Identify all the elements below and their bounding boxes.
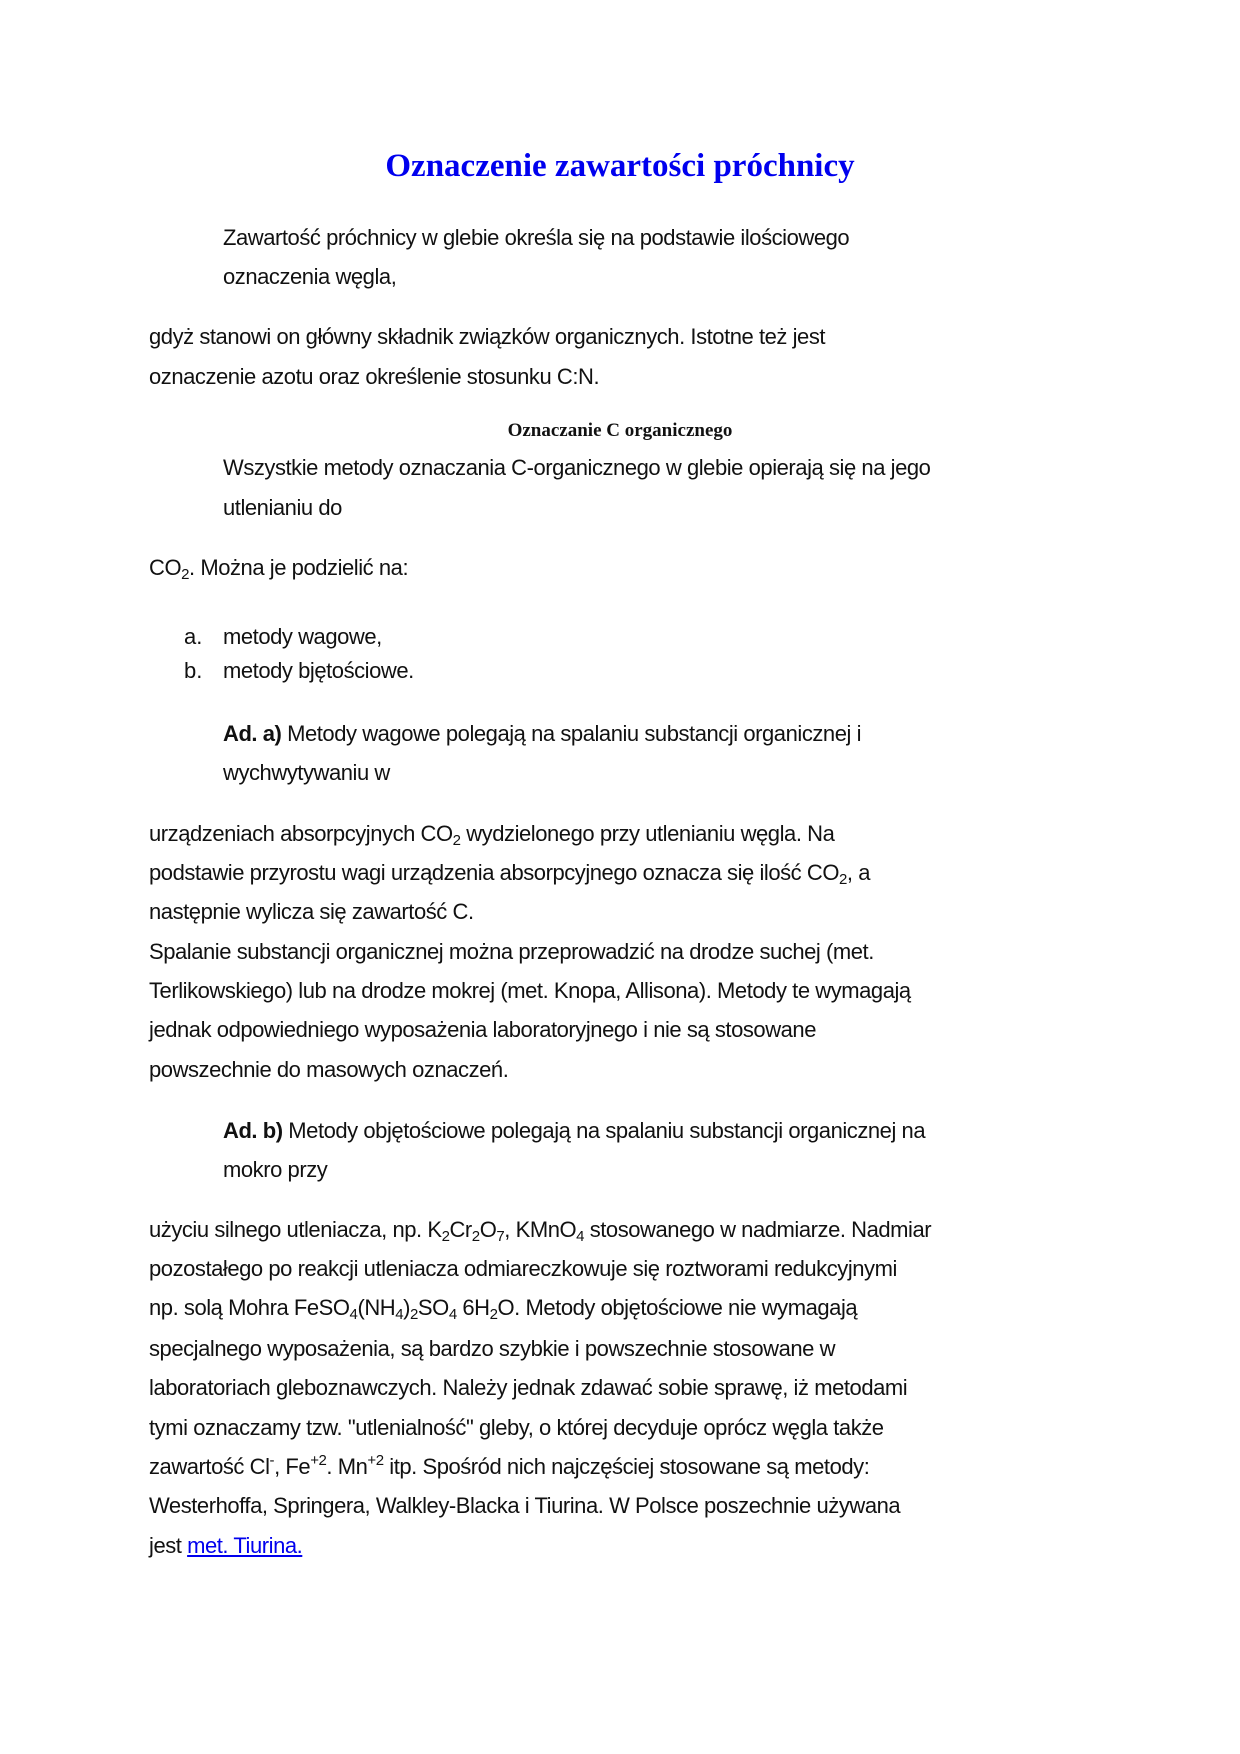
subscript: 2 <box>181 566 190 583</box>
text-line <box>149 938 874 966</box>
text-run: laboratoriach gleboznawczych. Należy jednak zdawać sobie sprawę, iż metodami <box>149 1375 908 1400</box>
text-line <box>149 1532 302 1560</box>
text-run: . Można je podzielić na: <box>189 555 409 580</box>
text-line <box>149 1216 931 1244</box>
text-run: Westerhoffa, Springera, Walkley-Blacka i Tiurina. W Polsce poszechnie używana <box>149 1493 901 1518</box>
text-run: metody bjętościowe. <box>223 658 414 683</box>
text-run: pozostałego po reakcji utleniacza odmiareczkowuje się roztworami redukcyjnymi <box>149 1256 897 1281</box>
text-run: Metody wagowe polegają na spalaniu substancji organicznej i <box>281 721 862 746</box>
text-line <box>223 1117 925 1145</box>
text-line <box>149 1414 884 1442</box>
text-run: O <box>479 1217 497 1242</box>
text-run: Metody objętościowe polegają na spalaniu substancji organicznej na <box>282 1118 926 1143</box>
text-run: tymi oznaczamy tzw. "utlenialność" gleby, o której decyduje oprócz węgla także <box>149 1415 884 1440</box>
text-run: powszechnie do masowych oznaczeń. <box>149 1057 509 1082</box>
text-line <box>223 1156 327 1184</box>
text-run: jest <box>149 1533 188 1558</box>
subscript: 2 <box>838 871 847 888</box>
subscript: 7 <box>496 1228 505 1245</box>
text-run: wychwytywaniu w <box>223 760 390 785</box>
subscript: 4 <box>576 1228 585 1245</box>
text-run: (NH <box>357 1295 396 1320</box>
superscript: - <box>269 1452 275 1469</box>
subscript: 2 <box>471 1228 480 1245</box>
list-marker: a. <box>184 624 203 649</box>
text-run: SO <box>417 1295 449 1320</box>
text-run: urządzeniach absorpcyjnych CO <box>149 821 453 846</box>
section-heading: Oznaczanie C organicznego <box>507 420 733 441</box>
text-line <box>149 1492 900 1520</box>
text-run: jednak odpowiedniego wyposażenia laboratoryjnego i nie są stosowane <box>149 1017 816 1042</box>
text-run: zawartość Cl <box>149 1454 270 1479</box>
text-line <box>149 1335 835 1363</box>
text-run: itp. Spośród nich najczęściej stosowane są metody: <box>383 1454 870 1479</box>
subscript: 2 <box>489 1306 498 1323</box>
list-item <box>223 623 382 651</box>
text-run: O. Metody objętościowe nie wymagają <box>497 1295 858 1320</box>
text-line <box>149 1056 508 1084</box>
text-line <box>223 759 390 787</box>
text-run: Zawartość próchnicy w glebie określa się na podstawie ilościowego <box>223 225 850 250</box>
text-line <box>223 224 849 252</box>
text-run: Terlikowskiego) lub na drodze mokrej (met. Knopa, Allisona). Metody te wymagają <box>149 978 911 1003</box>
text-run: mokro przy <box>223 1157 328 1182</box>
text-line <box>149 1453 869 1481</box>
text-run: Spalanie substancji organicznej można przeprowadzić na drodze suchej (met. <box>149 939 874 964</box>
text-line <box>149 898 474 926</box>
text-run: wydzielonego przy utlenianiu węgla. Na <box>460 821 835 846</box>
list-item <box>223 657 414 685</box>
bold-label: Ad. b) <box>223 1118 283 1143</box>
text-line <box>149 1016 816 1044</box>
text-line <box>149 1255 897 1283</box>
text-run: utlenianiu do <box>223 495 342 520</box>
text-line <box>149 977 911 1005</box>
text-run: Cr <box>449 1217 472 1242</box>
text-line <box>223 263 396 291</box>
text-run: następnie wylicza się zawartość C. <box>149 899 474 924</box>
text-line <box>149 859 870 887</box>
subscript: 4 <box>448 1306 457 1323</box>
text-line <box>149 820 834 848</box>
subscript: 2 <box>441 1228 450 1245</box>
text-run: użyciu silnego utleniacza, np. K <box>149 1217 442 1242</box>
text-run: np. solą Mohra FeSO <box>149 1295 350 1320</box>
text-run: oznaczenia węgla, <box>223 264 397 289</box>
text-line <box>149 363 599 391</box>
bold-label: Ad. a) <box>223 721 282 746</box>
text-line <box>149 1374 907 1402</box>
text-run: podstawie przyrostu wagi urządzenia absorpcyjnego oznacza się ilość CO <box>149 860 839 885</box>
tiurina-method-link[interactable]: met. Tiurina. <box>187 1533 303 1558</box>
text-line <box>223 720 861 748</box>
subscript: 4 <box>349 1306 358 1323</box>
text-run: , KMnO <box>504 1217 577 1242</box>
document-title: Oznaczenie zawartości próchnicy <box>385 148 855 184</box>
text-line <box>223 494 342 522</box>
subscript: 4 <box>395 1306 404 1323</box>
text-run: metody wagowe, <box>223 624 382 649</box>
superscript: +2 <box>367 1452 384 1469</box>
superscript: +2 <box>310 1452 327 1469</box>
text-run: Wszystkie metody oznaczania C-organicznego w glebie opierają się na jego <box>223 455 931 480</box>
text-run: specjalnego wyposażenia, są bardzo szybkie i powszechnie stosowane w <box>149 1336 836 1361</box>
text-run: 6H <box>456 1295 490 1320</box>
text-line <box>149 323 825 351</box>
text-run: , Fe <box>274 1454 311 1479</box>
text-run: ) <box>403 1295 411 1320</box>
text-line <box>149 1294 857 1322</box>
text-line <box>223 454 930 482</box>
subscript: 2 <box>452 832 461 849</box>
text-run: stosowanego w nadmiarze. Nadmiar <box>584 1217 932 1242</box>
text-line <box>149 554 408 582</box>
text-run: , a <box>846 860 871 885</box>
list-marker: b. <box>184 658 203 683</box>
text-run: oznaczenie azotu oraz określenie stosunku C:N. <box>149 364 600 389</box>
text-run: gdyż stanowi on główny składnik związków organicznych. Istotne też jest <box>149 324 826 349</box>
subscript: 2 <box>410 1306 418 1323</box>
text-run: . Mn <box>326 1454 368 1479</box>
text-run: CO <box>149 555 182 580</box>
